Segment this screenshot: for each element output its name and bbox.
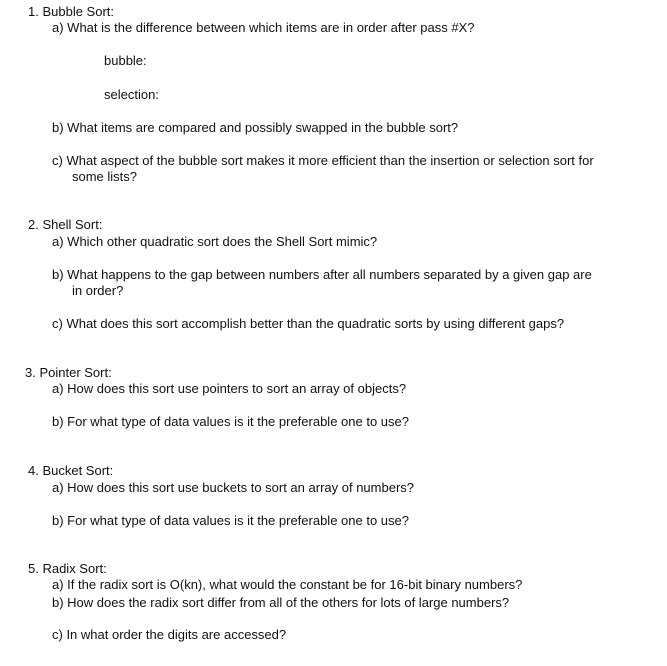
section-3-title: 3. Pointer Sort:	[25, 365, 112, 380]
question-3b: b) For what type of data values is it the preferable one to use?	[52, 414, 409, 429]
question-1a: a) What is the difference between which items are in order after pass #X?	[52, 20, 475, 35]
question-2b: b) What happens to the gap between numbers after all numbers separated by a given gap are	[52, 267, 592, 282]
section-4-title: 4. Bucket Sort:	[28, 463, 114, 478]
question-1c: c) What aspect of the bubble sort makes it more efficient than the insertion or selection sort for	[52, 153, 594, 168]
question-1b: b) What items are compared and possibly swapped in the bubble sort?	[52, 120, 459, 135]
section-1-title: 1. Bubble Sort:	[28, 4, 114, 19]
question-4b: b) For what type of data values is it the preferable one to use?	[52, 513, 409, 528]
section-5-title: 5. Radix Sort:	[28, 561, 107, 576]
subitem-selection: selection:	[104, 87, 159, 102]
question-5b: b) How does the radix sort differ from all of the others for lots of large numbers?	[52, 595, 510, 610]
question-2c: c) What does this sort accomplish better than the quadratic sorts by using different gaps?	[52, 316, 565, 331]
section-2-title: 2. Shell Sort:	[28, 217, 103, 232]
question-2a: a) Which other quadratic sort does the Shell Sort mimic?	[52, 234, 378, 249]
question-1c-continued: some lists?	[72, 169, 138, 184]
question-2b-continued: in order?	[72, 283, 124, 298]
question-3a: a) How does this sort use pointers to sort an array of objects?	[52, 381, 407, 396]
question-5c: c) In what order the digits are accessed?	[52, 627, 287, 642]
subitem-bubble: bubble:	[104, 53, 147, 68]
question-4a: a) How does this sort use buckets to sort an array of numbers?	[52, 480, 415, 495]
question-5a: a) If the radix sort is O(kn), what would the constant be for 16-bit binary numbers?	[52, 577, 523, 592]
